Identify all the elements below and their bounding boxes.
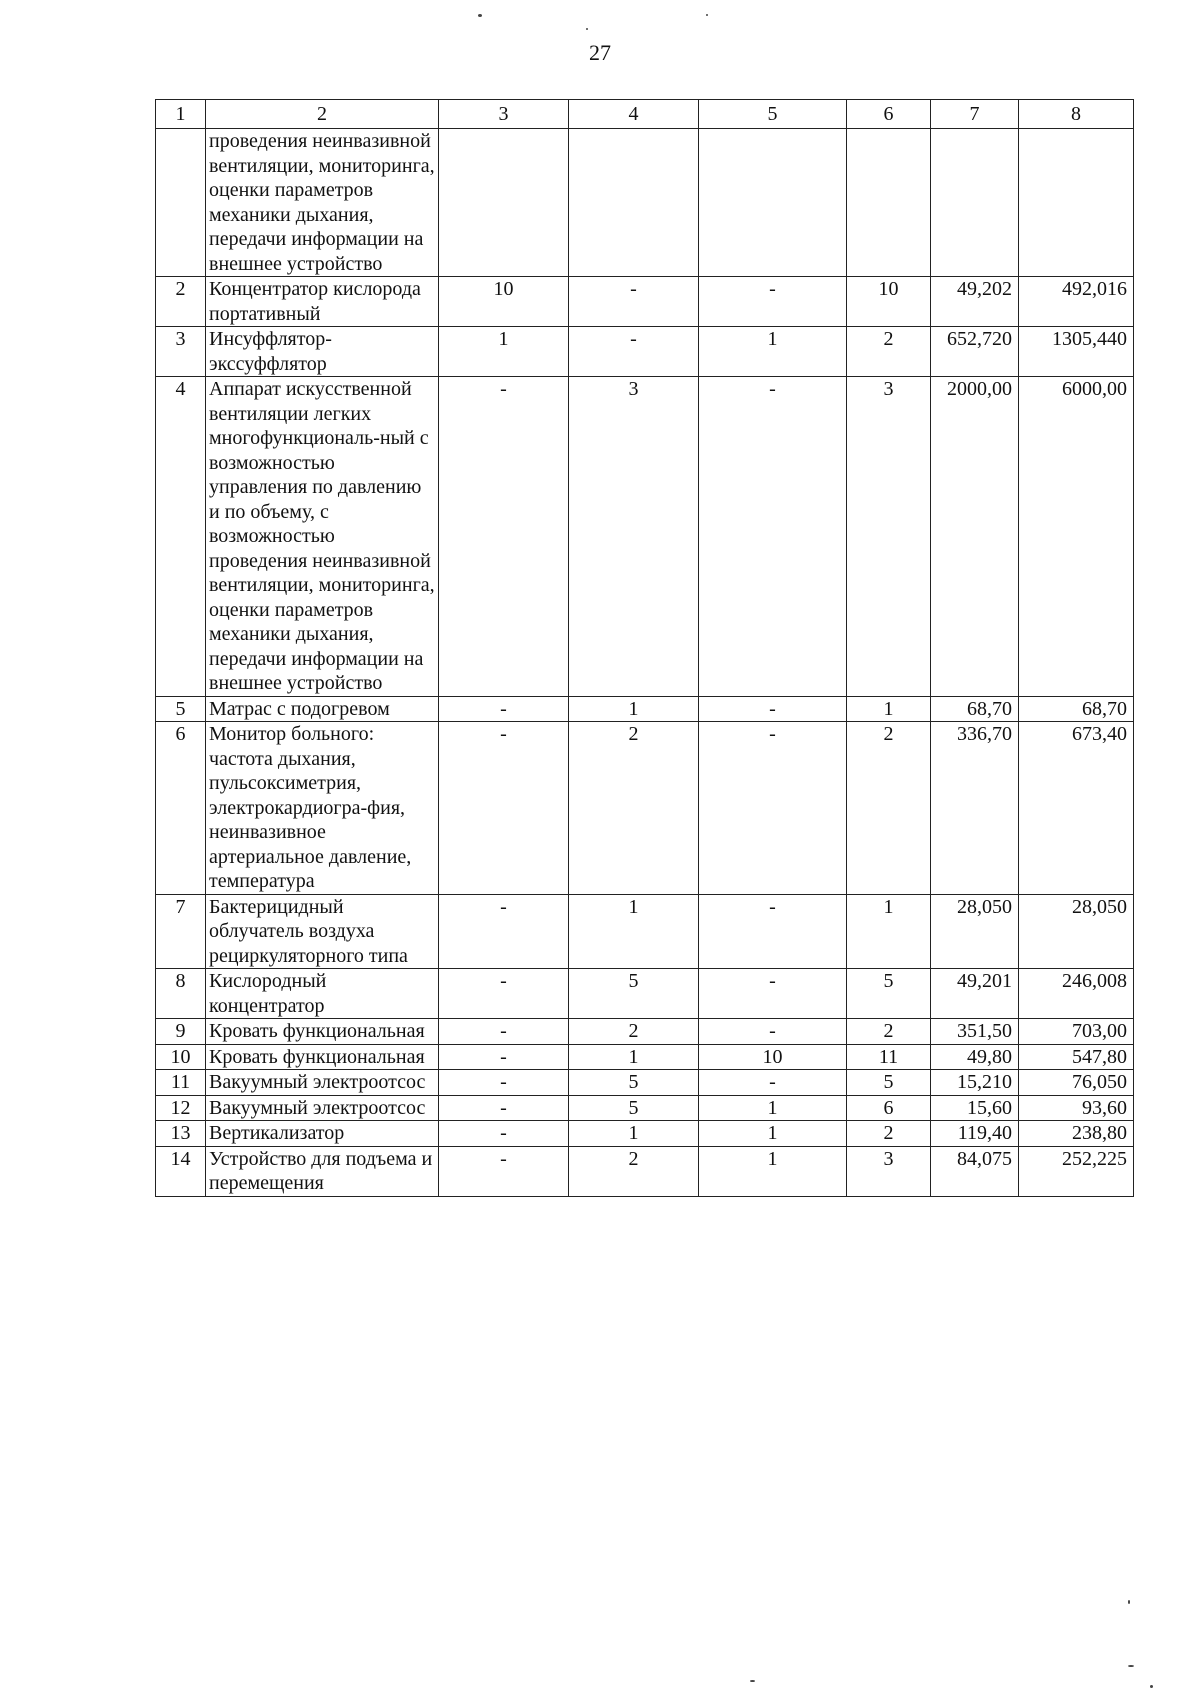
item-name-cell: Аппарат искусственной вентиляции легких многофункциональ-ный с возможностью управления по давлению и по объему, с возможностью проведения неинвазивной вентиляции, мониторинга, оценки параметров механики дыхания, передачи информации на внешнее устройство (206, 377, 439, 697)
value-cell-c6: 1 (847, 894, 931, 969)
table-header-row (156, 100, 1134, 129)
value-cell-c4: 2 (569, 1019, 699, 1045)
value-cell-c3: - (439, 696, 569, 722)
column-header: 6 (847, 100, 931, 129)
value-cell-c5: - (699, 377, 847, 697)
value-cell-c4: 5 (569, 1070, 699, 1096)
value-cell-c5: - (699, 894, 847, 969)
value-cell-c7: 84,075 (931, 1146, 1019, 1196)
scan-speck (1128, 1600, 1130, 1604)
table-row (156, 277, 1134, 327)
value-cell-c8: 93,60 (1019, 1095, 1134, 1121)
value-cell-c5: 10 (699, 1044, 847, 1070)
value-cell-c3: - (439, 1095, 569, 1121)
value-cell-c8: 547,80 (1019, 1044, 1134, 1070)
item-name-cell: Вакуумный электроотсос (206, 1070, 439, 1096)
value-cell-c3: - (439, 722, 569, 895)
value-cell-c7: 15,210 (931, 1070, 1019, 1096)
value-cell-c3: - (439, 969, 569, 1019)
item-name-cell: Кровать функциональная (206, 1019, 439, 1045)
value-cell-c3: - (439, 1044, 569, 1070)
value-cell-c4: 1 (569, 1121, 699, 1147)
table-row (156, 1146, 1134, 1196)
item-name-cell: Устройство для подъема и перемещения (206, 1146, 439, 1196)
column-header: 3 (439, 100, 569, 129)
value-cell-c8: 252,225 (1019, 1146, 1134, 1196)
value-cell-c5 (699, 129, 847, 277)
value-cell-c7: 119,40 (931, 1121, 1019, 1147)
table-row (156, 377, 1134, 697)
value-cell-c8: 76,050 (1019, 1070, 1134, 1096)
row-number-cell: 9 (156, 1019, 206, 1045)
row-number-cell: 10 (156, 1044, 206, 1070)
item-name-cell: проведения неинвазивной вентиляции, мониторинга, оценки параметров механики дыхания, передачи информации на внешнее устройство (206, 129, 439, 277)
row-number-cell: 11 (156, 1070, 206, 1096)
table-row (156, 1019, 1134, 1045)
value-cell-c7: 49,80 (931, 1044, 1019, 1070)
row-number-cell (156, 129, 206, 277)
row-number-cell: 13 (156, 1121, 206, 1147)
value-cell-c3: - (439, 1146, 569, 1196)
value-cell-c5: - (699, 969, 847, 1019)
scan-speck (478, 14, 482, 17)
item-name-cell: Концентратор кислорода портативный (206, 277, 439, 327)
value-cell-c8: 28,050 (1019, 894, 1134, 969)
value-cell-c5: - (699, 1019, 847, 1045)
value-cell-c5: - (699, 1070, 847, 1096)
value-cell-c8: 238,80 (1019, 1121, 1134, 1147)
column-header: 5 (699, 100, 847, 129)
column-header: 4 (569, 100, 699, 129)
page-number: 27 (589, 40, 611, 65)
value-cell-c3: 1 (439, 327, 569, 377)
scan-speck (1128, 1665, 1134, 1667)
value-cell-c5: 1 (699, 327, 847, 377)
value-cell-c7: 336,70 (931, 722, 1019, 895)
item-name-cell: Кровать функциональная (206, 1044, 439, 1070)
row-number-cell: 12 (156, 1095, 206, 1121)
table-row (156, 1095, 1134, 1121)
value-cell-c3 (439, 129, 569, 277)
value-cell-c6: 3 (847, 1146, 931, 1196)
value-cell-c7: 28,050 (931, 894, 1019, 969)
item-name-cell: Вертикализатор (206, 1121, 439, 1147)
value-cell-c8: 6000,00 (1019, 377, 1134, 697)
value-cell-c4: 2 (569, 722, 699, 895)
value-cell-c6 (847, 129, 931, 277)
value-cell-c5: - (699, 696, 847, 722)
value-cell-c6: 10 (847, 277, 931, 327)
value-cell-c4: 2 (569, 1146, 699, 1196)
value-cell-c6: 2 (847, 1019, 931, 1045)
row-number-cell: 5 (156, 696, 206, 722)
row-number-cell: 2 (156, 277, 206, 327)
value-cell-c3: - (439, 894, 569, 969)
value-cell-c6: 1 (847, 696, 931, 722)
table-row (156, 1044, 1134, 1070)
table-body (156, 129, 1134, 1197)
value-cell-c6: 5 (847, 1070, 931, 1096)
value-cell-c7: 49,201 (931, 969, 1019, 1019)
row-number-cell: 14 (156, 1146, 206, 1196)
column-header: 8 (1019, 100, 1134, 129)
value-cell-c7: 652,720 (931, 327, 1019, 377)
table-row (156, 894, 1134, 969)
value-cell-c8: 492,016 (1019, 277, 1134, 327)
value-cell-c8: 68,70 (1019, 696, 1134, 722)
row-number-cell: 7 (156, 894, 206, 969)
scan-speck (1150, 1685, 1153, 1688)
value-cell-c7: 68,70 (931, 696, 1019, 722)
value-cell-c5: - (699, 722, 847, 895)
row-number-cell: 4 (156, 377, 206, 697)
table-row (156, 129, 1134, 277)
value-cell-c6: 2 (847, 722, 931, 895)
value-cell-c4: 1 (569, 1044, 699, 1070)
scan-speck (586, 28, 588, 30)
row-number-cell: 3 (156, 327, 206, 377)
value-cell-c8: 246,008 (1019, 969, 1134, 1019)
value-cell-c4: 1 (569, 894, 699, 969)
value-cell-c7 (931, 129, 1019, 277)
item-name-cell: Вакуумный электроотсос (206, 1095, 439, 1121)
table-row (156, 1070, 1134, 1096)
value-cell-c3: - (439, 377, 569, 697)
value-cell-c6: 11 (847, 1044, 931, 1070)
value-cell-c8: 673,40 (1019, 722, 1134, 895)
value-cell-c5: - (699, 277, 847, 327)
value-cell-c6: 5 (847, 969, 931, 1019)
value-cell-c7: 2000,00 (931, 377, 1019, 697)
row-number-cell: 6 (156, 722, 206, 895)
value-cell-c6: 6 (847, 1095, 931, 1121)
value-cell-c5: 1 (699, 1121, 847, 1147)
table-row (156, 722, 1134, 895)
value-cell-c4: - (569, 277, 699, 327)
value-cell-c7: 351,50 (931, 1019, 1019, 1045)
value-cell-c7: 15,60 (931, 1095, 1019, 1121)
item-name-cell: Инсуффлятор-экссуффлятор (206, 327, 439, 377)
value-cell-c5: 1 (699, 1095, 847, 1121)
value-cell-c6: 2 (847, 327, 931, 377)
value-cell-c4: - (569, 327, 699, 377)
value-cell-c6: 3 (847, 377, 931, 697)
column-header: 1 (156, 100, 206, 129)
item-name-cell: Бактерицидный облучатель воздуха рециркуляторного типа (206, 894, 439, 969)
scan-speck (750, 1680, 755, 1682)
value-cell-c4: 1 (569, 696, 699, 722)
table-row (156, 696, 1134, 722)
value-cell-c6: 2 (847, 1121, 931, 1147)
equipment-table (155, 99, 1134, 1197)
value-cell-c4 (569, 129, 699, 277)
table-row (156, 969, 1134, 1019)
value-cell-c3: - (439, 1019, 569, 1045)
value-cell-c8 (1019, 129, 1134, 277)
value-cell-c5: 1 (699, 1146, 847, 1196)
value-cell-c4: 5 (569, 969, 699, 1019)
value-cell-c3: 10 (439, 277, 569, 327)
value-cell-c3: - (439, 1070, 569, 1096)
value-cell-c8: 1305,440 (1019, 327, 1134, 377)
value-cell-c4: 3 (569, 377, 699, 697)
item-name-cell: Монитор больного: частота дыхания, пульсоксиметрия, электрокардиогра-фия, неинвазивное артериальное давление, температура (206, 722, 439, 895)
table-row (156, 1121, 1134, 1147)
column-header: 2 (206, 100, 439, 129)
item-name-cell: Матрас с подогревом (206, 696, 439, 722)
value-cell-c3: - (439, 1121, 569, 1147)
column-header: 7 (931, 100, 1019, 129)
scan-speck (706, 14, 708, 16)
row-number-cell: 8 (156, 969, 206, 1019)
item-name-cell: Кислородный концентратор (206, 969, 439, 1019)
value-cell-c4: 5 (569, 1095, 699, 1121)
table-row (156, 327, 1134, 377)
value-cell-c7: 49,202 (931, 277, 1019, 327)
value-cell-c8: 703,00 (1019, 1019, 1134, 1045)
